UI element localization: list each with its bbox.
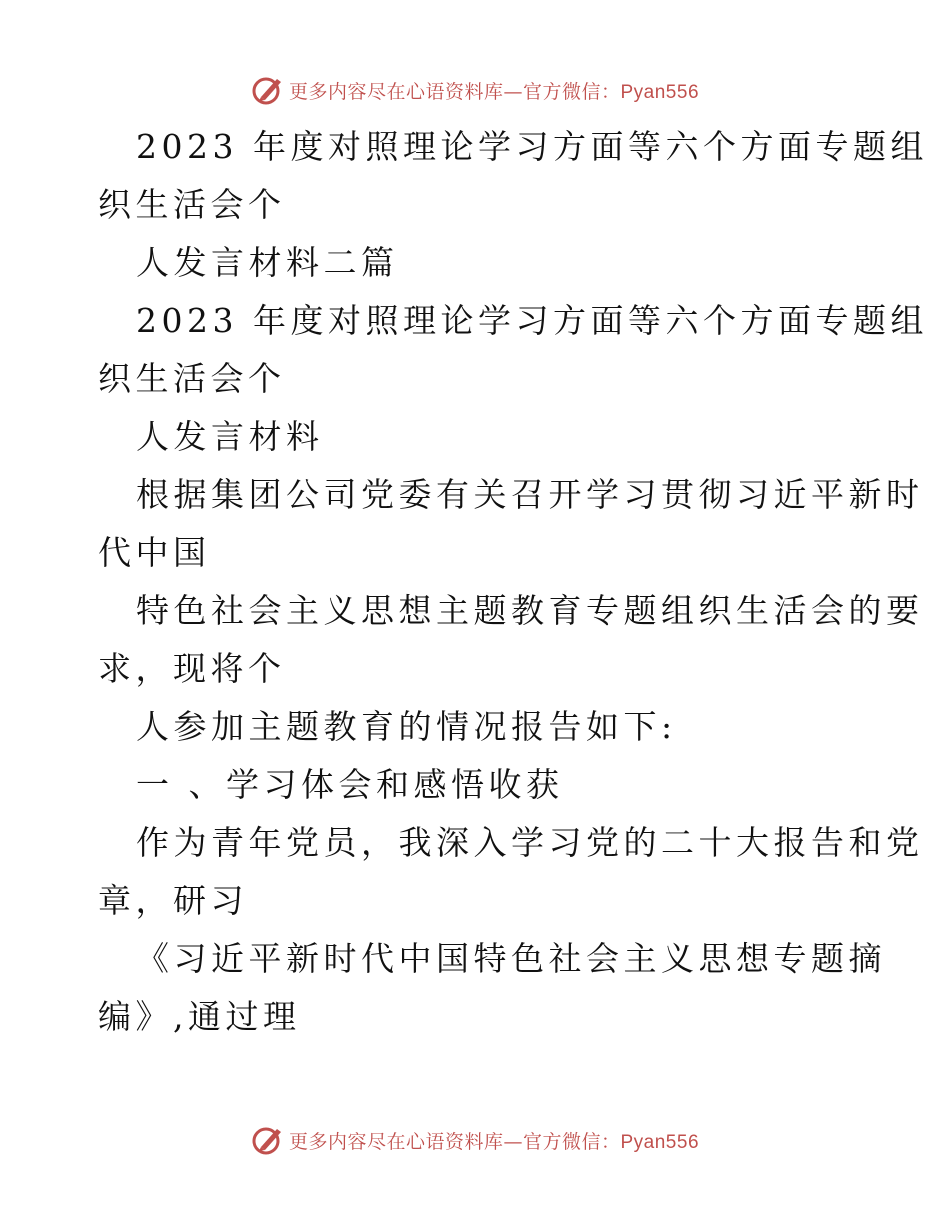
body-line: 编》,通过理	[98, 997, 301, 1036]
body-line: 作为青年党员，我深入学习党的二十大报告和党	[136, 823, 924, 862]
watermark-text	[289, 77, 699, 104]
pen-logo-icon	[251, 1123, 285, 1157]
body-line: 根据集团公司党委有关召开学习贯彻习近平新时	[136, 475, 924, 514]
pen-logo-icon	[251, 73, 285, 107]
watermark-wechat-id: Pyan556	[620, 1131, 700, 1153]
footer-watermark	[0, 1120, 950, 1160]
watermark-text	[289, 1127, 699, 1154]
body-line: 特色社会主义思想主题教育专题组织生活会的要	[136, 591, 924, 630]
body-line: 人参加主题教育的情况报告如下:	[136, 707, 677, 746]
body-line: 一 、学习体会和感悟收获	[136, 765, 564, 804]
watermark-text-cn: 更多内容尽在心语资料库—官方微信：	[288, 1130, 621, 1153]
body-line: 《习近平新时代中国特色社会主义思想专题摘	[136, 939, 886, 978]
body-line: 人发言材料二篇	[136, 243, 399, 282]
body-line: 2023 年度对照理论学习方面等六个方面专题组	[136, 301, 928, 340]
document-body	[98, 118, 928, 1046]
body-line: 求，现将个	[98, 649, 286, 688]
header-watermark	[0, 70, 950, 110]
watermark-text-cn: 更多内容尽在心语资料库—官方微信：	[288, 80, 621, 103]
body-line: 人发言材料	[136, 417, 324, 456]
body-line: 代中国	[98, 533, 211, 572]
body-line: 2023 年度对照理论学习方面等六个方面专题组	[136, 127, 928, 166]
body-line: 章，研习	[98, 881, 248, 920]
body-line: 织生活会个	[98, 359, 286, 398]
watermark-wechat-id: Pyan556	[620, 81, 700, 103]
body-line: 织生活会个	[98, 185, 286, 224]
